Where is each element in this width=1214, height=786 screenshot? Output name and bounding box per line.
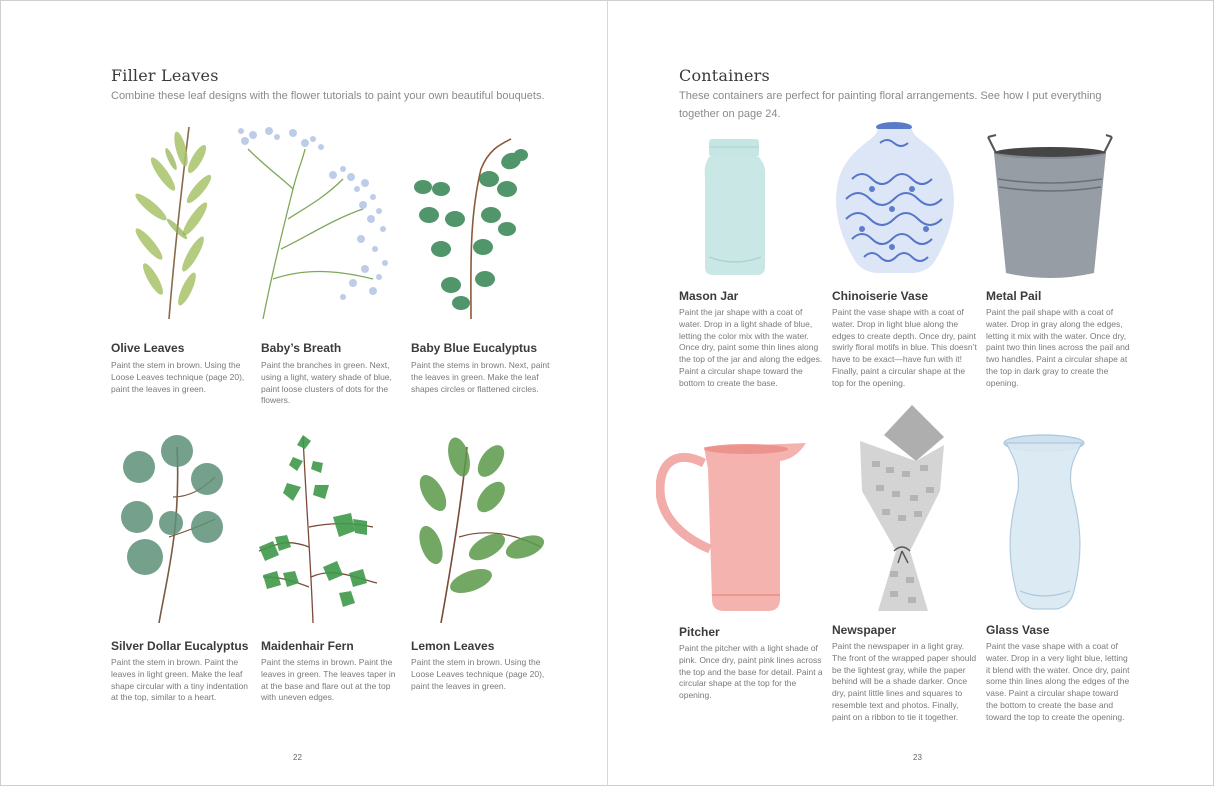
lemon-leaves-illustration (411, 427, 559, 627)
item-description: Paint the pail shape with a coat of water. Drop in gray along the edges, letting it mix with the water. Once dry, paint two thin lines across the pail and two handles. Paint a circular shape at the top in dark gray to create the opening. (986, 307, 1130, 388)
right-page (608, 1, 1214, 786)
section-title-containers: Containers (679, 66, 770, 85)
mason-jar-illustration (679, 127, 827, 281)
item-name: Pitcher (679, 625, 720, 639)
item-name: Newspaper (832, 623, 897, 637)
item-name: Olive Leaves (111, 341, 185, 355)
metal-pail-illustration (986, 131, 1134, 283)
item-name: Baby Blue Eucalyptus (411, 341, 538, 355)
item-description: Paint the branches in green. Next, using a light, watery shade of blue, paint loose clusters of dots for the flowers. (261, 360, 392, 406)
pitcher-illustration (656, 439, 816, 615)
item-name: Mason Jar (679, 289, 739, 303)
baby-blue-eucalyptus-illustration (411, 119, 559, 329)
item-name: Glass Vase (986, 623, 1050, 637)
item-description: Paint the stem in brown. Using the Loose Leaves technique (page 20), paint the leaves in green. (111, 360, 245, 394)
item-name: Silver Dollar Eucalyptus (111, 639, 249, 653)
item-description: Paint the newspaper in a light gray. The front of the wrapped paper should be the lightest gray, while the paper behind will be a shade darker. Once dry, paint little lines and squares to resemble text and photos. Finally, paint on a ribbon to tie it together. (832, 641, 977, 722)
item-description: Paint the vase shape with a coat of water. Drop in a very light blue, letting it blend with the water. Once dry, paint some thin lines along the edges of the vase. Paint a circular shape toward the bottom to create the base and toward the top to create the opening. (986, 641, 1130, 722)
chinoiserie-vase-illustration (832, 119, 980, 279)
section-intro: Combine these leaf designs with the flower tutorials to paint your own beautiful bouquets. (111, 90, 545, 102)
item-description: Paint the vase shape with a coat of water. Drop in light blue along the edges to create depth. Once dry, paint swirly floral motifs in blue. This doesn’t have to be exact—have fun with it! Finally, paint a circular shape at the top for the opening. (832, 307, 977, 388)
left-page (1, 1, 607, 786)
item-description: Paint the stems in brown. Paint the leaves in green. The leaves taper in at the base and flare out at the top with uneven edges. (261, 657, 396, 703)
item-description: Paint the stem in brown. Using the Loose Leaves technique (page 20), paint the leaves in green. (411, 657, 545, 691)
item-name: Lemon Leaves (411, 639, 495, 653)
newspaper-illustration (832, 401, 980, 615)
silver-dollar-eucalyptus-illustration (111, 427, 259, 627)
item-description: Paint the pitcher with a light shade of pink. Once dry, paint pink lines across the top and the base for detail. Paint a circular shape at the top for the opening. (679, 643, 823, 701)
maidenhair-fern-illustration (253, 427, 401, 627)
item-description: Paint the stems in brown. Next, paint the leaves in green. Make the leaf shapes circles or flattened circles. (411, 360, 550, 394)
section-intro: These containers are perfect for painting floral arrangements. See how I put everything together on page 24. (679, 90, 1102, 120)
page-number-right: 23 (913, 753, 922, 762)
item-name: Metal Pail (986, 289, 1042, 303)
section-title-filler-leaves: Filler Leaves (111, 66, 219, 85)
item-description: Paint the jar shape with a coat of water. Drop in a light shade of blue, letting the color mix with the water. Once dry, paint some thin lines along the top of the jar and along the edges. Paint a circular shape toward the bottom to create the base. (679, 307, 823, 388)
item-name: Chinoiserie Vase (832, 289, 929, 303)
glass-vase-illustration (986, 431, 1134, 615)
item-description: Paint the stem in brown. Paint the leaves in light green. Make the leaf shape circular with a tiny indentation at the top, similar to a heart. (111, 657, 249, 703)
babys-breath-illustration (233, 119, 403, 329)
page-number-left: 22 (293, 753, 302, 762)
item-name: Maidenhair Fern (261, 639, 354, 653)
item-name: Baby’s Breath (261, 341, 342, 355)
